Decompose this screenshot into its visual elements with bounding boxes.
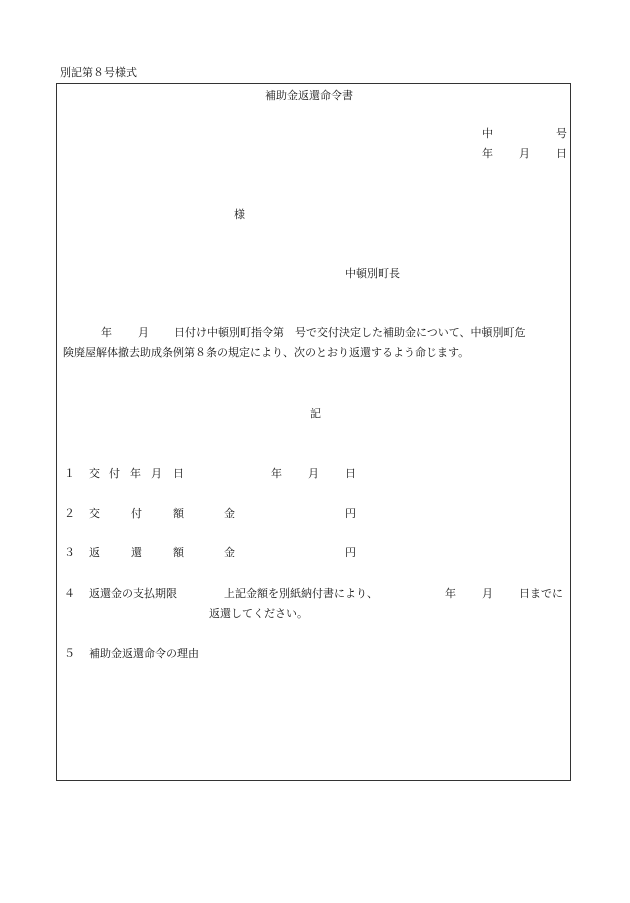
doc-number-prefix: 中 — [482, 127, 493, 140]
item-2-label-char: 交 — [89, 507, 100, 520]
item-2-yen: 円 — [345, 507, 356, 520]
body-year: 年 — [101, 326, 112, 339]
addressee-honorific: 様 — [234, 208, 245, 221]
item-4-day-tail: 日までに — [519, 587, 563, 600]
item-1-label-char: 交 — [89, 467, 100, 480]
item-1-day: 日 — [345, 467, 356, 480]
item-3-label-char: 還 — [131, 546, 142, 559]
form-label: 別記第８号様式 — [60, 66, 137, 79]
item-2-kin: 金 — [224, 507, 235, 520]
ki-heading: 記 — [310, 407, 321, 420]
body-line-1: 日付け中頓別町指令第 号で交付決定した補助金について、中頓別町危 — [174, 326, 526, 339]
document-title: 補助金返還命令書 — [265, 89, 353, 102]
item-3-yen: 円 — [345, 546, 356, 559]
form-frame — [56, 83, 571, 781]
item-1-number: １ — [64, 467, 75, 480]
item-4-label: 返還金の支払期限 — [89, 587, 177, 600]
item-1-label-char: 付 — [109, 467, 120, 480]
item-1-label-char: 月 — [151, 467, 162, 480]
item-4-number: ４ — [64, 587, 75, 600]
item-1-label-char: 年 — [130, 467, 141, 480]
item-3-number: ３ — [64, 546, 75, 559]
item-1-month: 月 — [308, 467, 319, 480]
item-4-year: 年 — [445, 587, 456, 600]
item-4-text: 上記金額を別紙納付書により、 — [224, 587, 378, 600]
body-month: 月 — [138, 326, 149, 339]
doc-number-suffix: 号 — [556, 127, 567, 140]
item-2-label-char: 付 — [131, 507, 142, 520]
item-1-year: 年 — [271, 467, 282, 480]
item-3-label-char: 額 — [173, 546, 184, 559]
issue-date-year: 年 — [482, 147, 493, 160]
item-3-kin: 金 — [224, 546, 235, 559]
body-line-2: 険廃屋解体撤去助成条例第８条の規定により、次のとおり返還するよう命じます。 — [63, 346, 470, 359]
item-3-label-char: 返 — [89, 546, 100, 559]
item-4-line-2: 返還してください。 — [209, 607, 308, 620]
item-2-number: ２ — [64, 507, 75, 520]
issuer-name: 中頓別町長 — [345, 267, 400, 280]
item-5-number: ５ — [64, 647, 75, 660]
issue-date-day: 日 — [556, 147, 567, 160]
item-2-label-char: 額 — [173, 507, 184, 520]
issue-date-month: 月 — [519, 147, 530, 160]
item-1-label-char: 日 — [173, 467, 184, 480]
item-4-month: 月 — [482, 587, 493, 600]
item-5-label: 補助金返還命令の理由 — [89, 647, 199, 660]
